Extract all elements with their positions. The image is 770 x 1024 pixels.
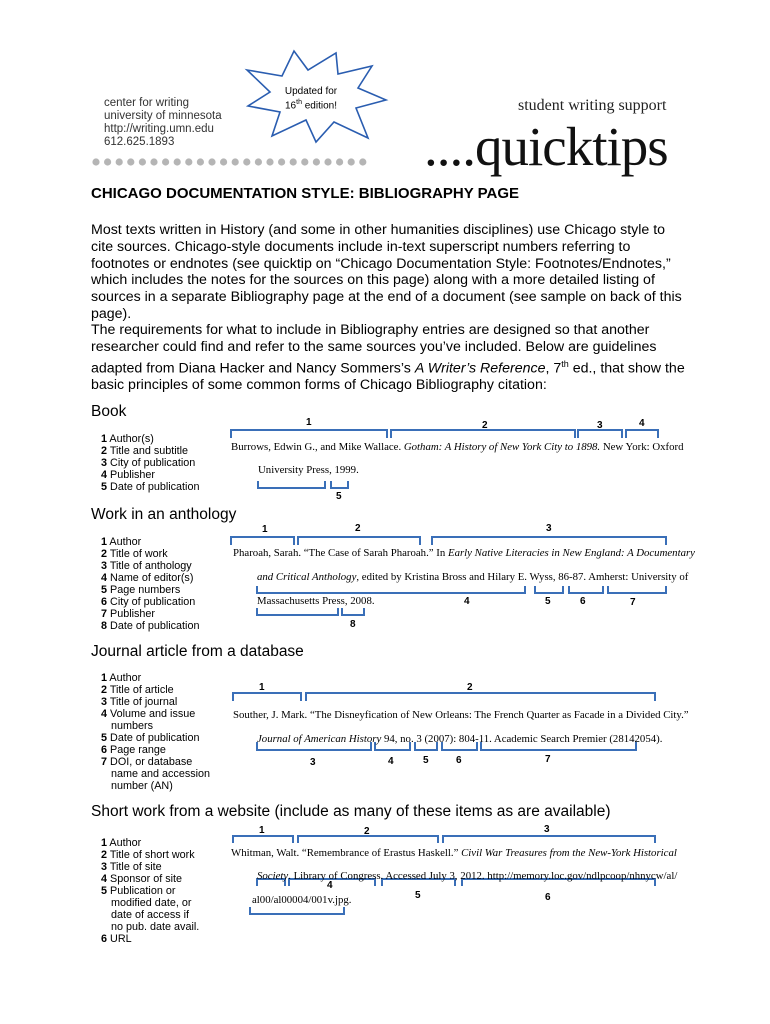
list-item: 5 Date of publication [101, 481, 200, 493]
list-item: no pub. date avail. [111, 921, 200, 933]
page-title: CHICAGO DOCUMENTATION STYLE: BIBLIOGRAPHY PAGE [91, 185, 520, 202]
bracket-label: 4 [464, 596, 470, 607]
dot-icon [127, 158, 134, 165]
bracket [231, 537, 294, 545]
bracket-label: 1 [306, 417, 312, 428]
bracket-label: 2 [364, 826, 370, 837]
bracket [443, 836, 655, 843]
dot-icon [301, 158, 308, 165]
bracket [250, 907, 344, 914]
list-item: 8 Date of publication [101, 620, 200, 632]
bracket-label: 6 [580, 596, 586, 607]
brand-name: quicktips [475, 116, 668, 177]
anthology-citation-line: Pharoah, Sarah. “The Case of Sarah Pharoah.” In Early Native Literacies in New England: A Documentary [233, 547, 695, 559]
list-item: number (AN) [111, 780, 173, 792]
bracket-label: 3 [597, 420, 603, 431]
bracket-label: 2 [355, 523, 361, 534]
list-item: 5 Date of publication [101, 732, 200, 744]
dot-icon [162, 158, 169, 165]
bracket-label: 1 [262, 524, 268, 535]
bracket [231, 430, 387, 438]
bracket-label: 5 [545, 596, 551, 607]
institution-phone: 612.625.1893 [104, 136, 175, 148]
bracket [298, 537, 420, 545]
section-heading-anthology: Work in an anthology [91, 506, 237, 523]
list-item: 7 DOI, or database [101, 756, 193, 768]
req-text: The requirements for what to include in Bibliography entries are designed so that another researcher could find and refer to the same sources you’ve included. Below are guidelines adapted from Diana Hacker and Nancy Sommers’s [91, 322, 657, 377]
list-item: 1 Author [101, 837, 142, 849]
list-item: 1 Author(s) [101, 433, 154, 445]
list-item: 6 URL [101, 933, 132, 945]
bracket-label: 3 [544, 824, 550, 835]
bracket [535, 586, 563, 593]
dot-icon [278, 158, 285, 165]
edition-word: edition! [304, 100, 337, 112]
bracket-label: 2 [482, 420, 488, 431]
bracket [569, 586, 603, 593]
dot-icon [290, 158, 297, 165]
list-item: 1 Author [101, 536, 142, 548]
dot-icon [232, 158, 239, 165]
req-text: , 7 [545, 360, 562, 377]
dot-icon [359, 158, 366, 165]
bracket-label: 3 [546, 523, 552, 534]
dot-icon [150, 158, 157, 165]
dot-icon [348, 158, 355, 165]
list-item: name and accession [111, 768, 211, 780]
bracket [257, 608, 338, 615]
brand-dots: .... [424, 116, 475, 177]
req-sup: th [561, 358, 569, 369]
dot-icon [139, 158, 146, 165]
list-item: 5 Publication or [101, 885, 176, 897]
section-heading-book: Book [91, 403, 127, 420]
bracket [626, 430, 658, 438]
journal-element-list [101, 672, 210, 792]
bracket-label: 5 [336, 491, 342, 502]
list-item: 7 Publisher [101, 608, 156, 620]
list-item: date of access if [111, 909, 190, 921]
bracket [298, 836, 438, 843]
brand-logo [424, 117, 668, 177]
bracket-label: 4 [639, 418, 645, 429]
institution-line: university of minnesota [104, 110, 222, 122]
intro-paragraph: Most texts written in History (and some in other humanities disciplines) use Chicago style to cite sources. Chicago-style documents include in-text superscript numbers referring to footnotes or endnotes (see quicktip on “Chicago Documentation Style: Footnotes/Endnotes,” which includes the notes for the sources on this page) along with a more detailed listing of sources in a separate Bibliography page at the end of a document (see sample on back of this page). [91, 222, 682, 322]
bracket [331, 481, 348, 488]
bracket-label: 2 [467, 682, 473, 693]
req-text: ed., that show the basic principles of some common forms of Chicago Bibliography citation: [91, 360, 685, 394]
bracket [342, 608, 364, 615]
dot-icon [104, 158, 111, 165]
bracket-label: 6 [545, 892, 551, 903]
bracket [258, 481, 325, 488]
dot-icon [243, 158, 250, 165]
institution-info [104, 97, 222, 149]
starburst-edition [266, 97, 356, 111]
bracket-label: 3 [310, 757, 316, 768]
list-item: 2 Title of article [101, 684, 174, 696]
dot-icon [185, 158, 192, 165]
dot-leader-icon [92, 155, 432, 169]
dot-icon [255, 158, 262, 165]
anthology-citation-line: Massachusetts Press, 2008. [257, 595, 375, 607]
bracket [578, 430, 622, 438]
website-citation-line: Whitman, Walt. “Remembrance of Erastus Haskell.” Civil War Treasures from the New-York Historical [231, 847, 677, 859]
dot-icon [197, 158, 204, 165]
bracket [608, 586, 666, 593]
dot-icon [92, 158, 99, 165]
journal-citation-line: Souther, J. Mark. “The Disneyfication of New Orleans: The French Quarter as Facade in a Divided City.” [233, 709, 689, 721]
list-item: modified date, or [111, 897, 192, 909]
bracket-label: 6 [456, 755, 462, 766]
dot-icon [336, 158, 343, 165]
bracket-label: 8 [350, 619, 356, 630]
website-citation-line: Society. Library of Congress. Accessed July 3, 2012. http://memory.loc.gov/ndlpcoop/nhnycw/al/ [257, 870, 678, 882]
book-element-list [101, 433, 199, 493]
bracket-label: 1 [259, 825, 265, 836]
dot-icon [220, 158, 227, 165]
website-element-list [101, 837, 199, 945]
list-item: 3 City of publication [101, 457, 196, 469]
header-subtitle: student writing support [518, 97, 667, 114]
list-item: 4 Volume and issue [101, 708, 196, 720]
bracket-label: 5 [415, 890, 421, 901]
list-item: 4 Sponsor of site [101, 873, 183, 885]
dot-icon [208, 158, 215, 165]
list-item: 3 Title of site [101, 861, 162, 873]
institution-url[interactable]: http://writing.umn.edu [104, 123, 214, 135]
dot-icon [174, 158, 181, 165]
starburst-line: Updated for [284, 86, 338, 97]
journal-citation-line: Journal of American History 94, no. 3 (2007): 804-11. Academic Search Premier (28142054). [257, 733, 663, 745]
list-item: 5 Page numbers [101, 584, 181, 596]
list-item: 4 Publisher [101, 469, 156, 481]
bracket-label: 5 [423, 755, 429, 766]
list-item: 4 Name of editor(s) [101, 572, 194, 584]
list-item: numbers [111, 720, 154, 732]
book-citation-line: Burrows, Edwin G., and Mike Wallace. Gotham: A History of New York City to 1898. New York: Oxford [231, 441, 684, 453]
list-item: 2 Title and subtitle [101, 445, 189, 457]
bracket [432, 537, 666, 545]
bracket [391, 430, 575, 438]
edition-suffix: th [296, 99, 302, 106]
dot-icon [116, 158, 123, 165]
edition-number: 16 [285, 100, 297, 112]
dot-icon [266, 158, 273, 165]
bracket-label: 4 [388, 756, 394, 767]
dot-icon [324, 158, 331, 165]
list-item: 3 Title of anthology [101, 560, 192, 572]
bracket [233, 693, 301, 701]
book-citation-line: University Press, 1999. [258, 464, 359, 476]
list-item: 6 City of publication [101, 596, 196, 608]
req-book-title: A Writer’s Reference [414, 360, 546, 377]
anthology-citation-line: and Critical Anthology, edited by Kristina Bross and Hilary E. Wyss, 86-87. Amherst: University of [257, 571, 689, 583]
section-heading-journal: Journal article from a database [91, 643, 304, 660]
section-heading-website: Short work from a website (include as many of these items as are available) [91, 803, 611, 820]
bracket-label: 7 [630, 597, 636, 608]
bracket-label: 4 [327, 880, 333, 891]
list-item: 3 Title of journal [101, 696, 178, 708]
bracket-label: 1 [259, 682, 265, 693]
dot-icon [313, 158, 320, 165]
list-item: 2 Title of work [101, 548, 168, 560]
anthology-element-list [101, 536, 199, 632]
bracket [233, 836, 293, 843]
bracket [257, 586, 525, 593]
list-item: 2 Title of short work [101, 849, 195, 861]
list-item: 6 Page range [101, 744, 166, 756]
starburst-text [266, 86, 356, 111]
bracket-label: 7 [545, 754, 551, 765]
website-citation-line: al00/al00004/001v.jpg. [252, 894, 352, 906]
list-item: 1 Author [101, 672, 142, 684]
institution-line: center for writing [104, 97, 190, 109]
bracket [306, 693, 655, 701]
requirements-paragraph [91, 322, 691, 394]
